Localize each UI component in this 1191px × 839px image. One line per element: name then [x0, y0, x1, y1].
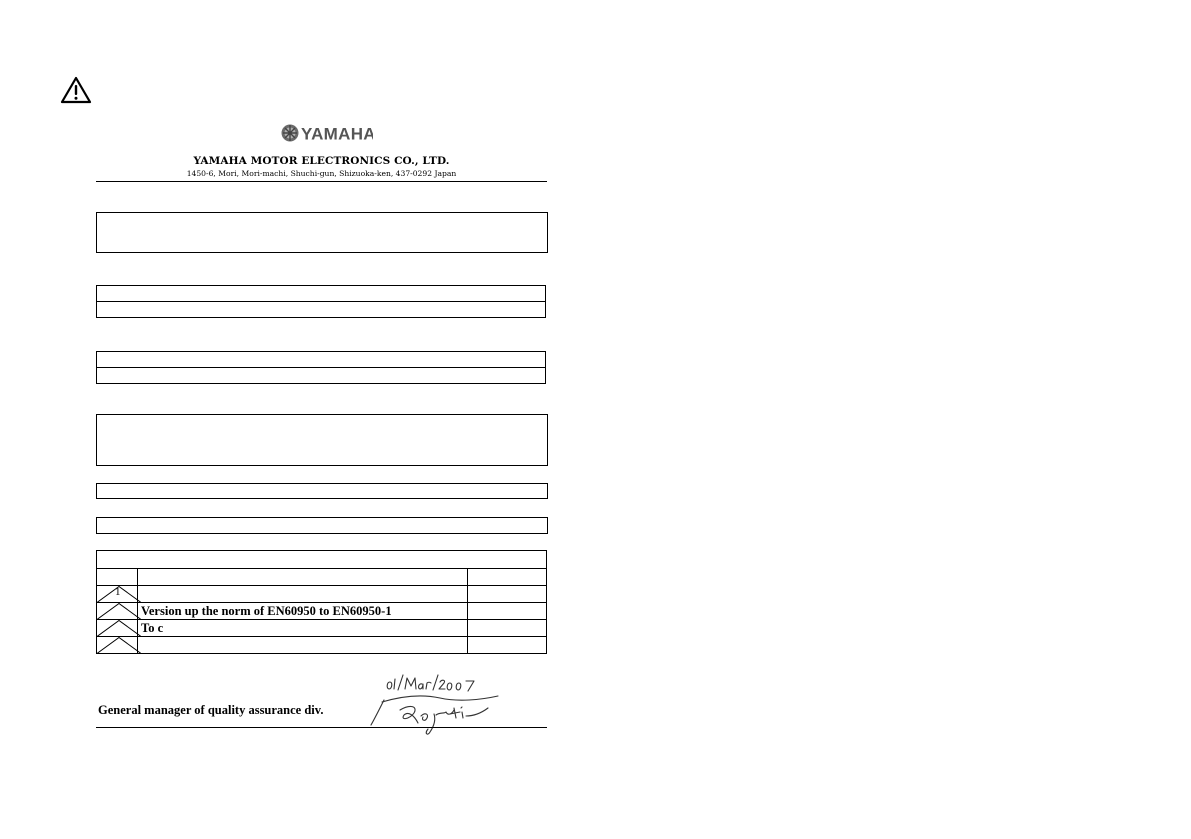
signatory-title: General manager of quality assurance div.	[98, 703, 324, 717]
revision-triangle-icon	[97, 603, 141, 620]
revision-triangle-icon	[97, 620, 141, 637]
table-cell	[97, 551, 547, 569]
table-cell	[97, 569, 138, 586]
revision-description: To c	[138, 620, 468, 637]
revision-date	[468, 637, 547, 654]
field-single-2	[96, 517, 548, 534]
table-row	[97, 586, 547, 603]
revision-mark	[97, 620, 138, 637]
revision-description: Version up the norm of EN60950 to EN60950-1	[138, 603, 468, 620]
warning-triangle-icon	[60, 76, 92, 104]
declaration-box	[96, 212, 548, 253]
table-header-row	[97, 569, 547, 586]
field-row	[96, 351, 546, 368]
table-cell	[468, 569, 547, 586]
revision-date	[468, 620, 547, 637]
revision-triangle-icon	[97, 637, 141, 654]
header-divider	[96, 181, 547, 182]
revision-description	[138, 637, 468, 654]
field-group-1	[96, 285, 546, 318]
yamaha-logo	[281, 122, 373, 144]
company-name: YAMAHA MOTOR ELECTRONICS CO., LTD.	[193, 155, 450, 167]
field-row	[96, 285, 546, 302]
revision-table	[96, 550, 547, 654]
revision-number: 1	[115, 586, 121, 598]
field-group-2	[96, 351, 546, 384]
table-row	[97, 620, 547, 637]
standards-box	[96, 414, 548, 466]
field-single-1	[96, 483, 548, 499]
revision-mark	[97, 603, 138, 620]
svg-text:YAMAHA: YAMAHA	[301, 124, 373, 144]
table-cell	[138, 569, 468, 586]
revision-mark	[97, 586, 138, 603]
revision-description	[138, 586, 468, 603]
signature-line	[96, 727, 547, 728]
revision-date	[468, 603, 547, 620]
revision-mark	[97, 637, 138, 654]
table-row	[97, 603, 547, 620]
field-row	[96, 302, 546, 318]
revision-date	[468, 586, 547, 603]
company-address: 1450-6, Mori, Mori-machi, Shuchi-gun, Shizuoka-ken, 437-0292 Japan	[186, 169, 457, 178]
table-header-row	[97, 551, 547, 569]
table-row	[97, 637, 547, 654]
field-row	[96, 368, 546, 384]
handwritten-signature	[366, 672, 502, 742]
